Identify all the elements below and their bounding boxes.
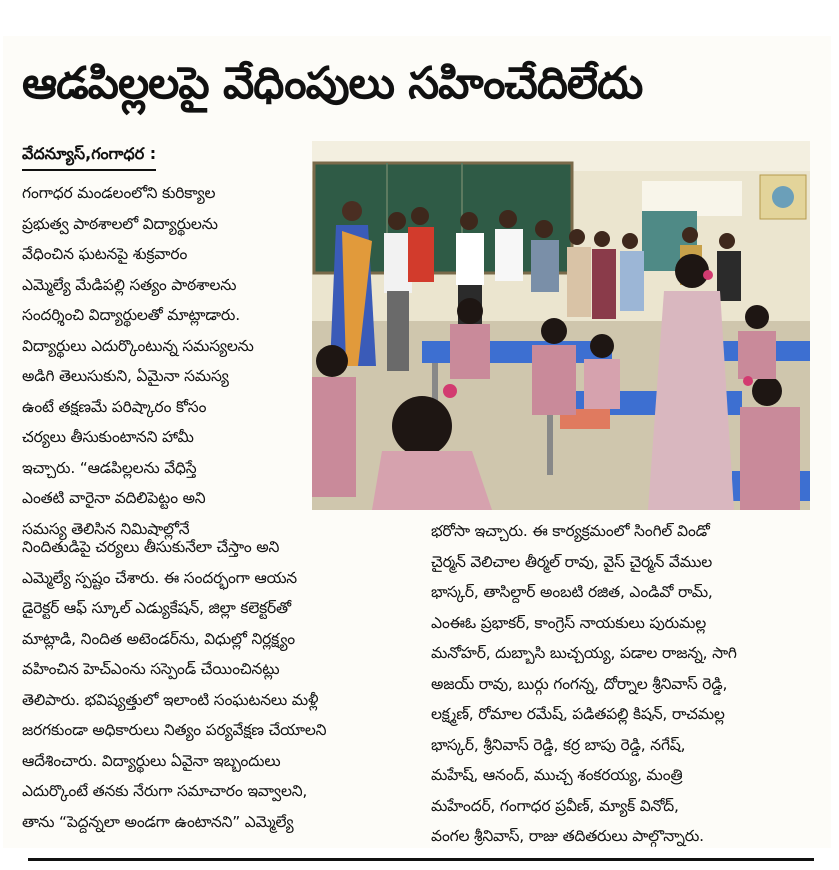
article-right-line: చైర్మన్ వెలిచాల తీర్మల్ రావు, వైస్ చైర్మన్ వేముల — [431, 552, 713, 571]
article-bottom-line: ఎదుర్కొంటే తనకు నేరుగా సమాచారం ఇవ్వాలని, — [22, 782, 308, 800]
article-right-line: మహేష్, ఆనంద్, ముచ్చ శంకరయ్య, మంత్రి — [431, 766, 683, 784]
classroom-photo — [312, 141, 810, 510]
article-column-left — [22, 178, 307, 544]
article-left-line: ఎంతటి వారైనా వదిలిపెట్టం అని — [22, 489, 206, 507]
article-bottom-line: తెలిపారు. భవిష్యత్తులో ఇలాంటి సంఘటనలు మళ్లీ — [22, 690, 319, 709]
article-left-line: చర్యలు తీసుకుంటానని హామీ — [22, 428, 194, 446]
article-left-line: వేధించిన ఘటనపై శుక్రవారం — [22, 245, 188, 263]
article-right-line: భాస్కర్, శ్రీనివాస్ రెడ్డి, కర్ర బాపు రెడ్డి, నగేష్, — [431, 735, 686, 754]
classroom-photo-illustration — [312, 141, 810, 510]
article-bottom-line: ఎమ్మెల్యే స్పష్టం చేశారు. ఈ సందర్భంగా ఆయన — [22, 568, 297, 587]
article-left-line: గంగాధర మండలంలోని కురిక్యాల — [22, 184, 216, 202]
article-left-line: ఉంటే తక్షణమే పరిష్కారం కోసం — [22, 397, 207, 416]
headline: ఆడపిల్లలపై వేధింపులు సహించేదిలేదు — [22, 58, 643, 109]
dateline: వేదన్యూస్,గంగాధర : — [22, 144, 156, 171]
article-column-bottom — [22, 532, 417, 837]
article-left-line: విద్యార్థులు ఎదుర్కొంటున్న సమస్యలను — [22, 336, 254, 355]
article-bottom-line: మాట్లాడి, నిందిత అటెండర్‌ను, విధుల్లో నిర్లక్ష్యం — [22, 629, 295, 648]
article-left-line: ప్రభుత్వ పాఠశాలలో విద్యార్థులను — [22, 214, 218, 233]
article-right-line: అజయ్ రావు, బుర్గు గంగన్న, దోర్నాల శ్రీనివాస్ రెడ్డి, — [431, 674, 728, 693]
article-left-line: ఎమ్మెల్యే మేడిపల్లి సత్యం పాఠశాలను — [22, 275, 237, 294]
article-right-line: ఎంఈఓ ప్రభాకర్, కాంగ్రెస్ నాయకులు పురుమల్ల — [431, 613, 706, 632]
article-left-line: ఇచ్చారు. “ఆడపిల్లలను వేధిస్తే — [22, 458, 197, 477]
article-left-line: సందర్శించి విద్యార్థులతో మాట్లాడారు. — [22, 306, 240, 324]
article-right-line: లక్ష్మణ్, రోమాల రమేష్, పడితపల్లి కిషన్, రాచమల్ల — [431, 705, 725, 723]
article-right-line: మనోహర్, దుబ్బాసి బుచ్చయ్య, పడాల రాజన్న, సాగి — [431, 644, 737, 662]
article-bottom-line: జరగకుండా అధికారులు నిత్యం పర్యవేక్షణ చేయాలని — [22, 721, 327, 739]
article-right-line: భరోసా ఇచ్చారు. ఈ కార్యక్రమంలో సింగిల్ విండో — [431, 522, 710, 540]
bottom-rule-divider — [28, 858, 814, 861]
article-bottom-line: తాను “పెద్దన్నలా అండగా ఉంటానని” ఎమ్మెల్యే — [22, 812, 294, 831]
article-column-right — [431, 516, 826, 852]
article-bottom-line: వహించిన హెచ్ఎంను సస్పెండ్ చేయించినట్లు — [22, 660, 280, 678]
article-right-line: భాస్కర్, తాసిల్దార్ అంబటి రజిత, ఎండివో రామ్, — [431, 583, 713, 601]
article-bottom-line: డైరెక్టర్ ఆఫ్ స్కూల్ ఎడ్యుకేషన్, జిల్లా కలెక్టర్‌తో — [22, 599, 291, 617]
article-left-line: సమస్య తెలిసిన నిమిషాల్లోనే — [22, 519, 190, 538]
article-bottom-line: నిందితుడిపై చర్యలు తీసుకునేలా చేస్తాం అని — [22, 538, 280, 556]
article-left-line: అడిగి తెలుసుకుని, ఏమైనా సమస్య — [22, 367, 229, 385]
article-bottom-line: ఆదేశించారు. విద్యార్థులు ఏవైనా ఇబ్బందులు — [22, 751, 281, 770]
article-right-line: మహేందర్, గంగాధర ప్రవీణ్, మ్యాక్ వినోద్, — [431, 796, 679, 815]
article-right-line: వంగల శ్రీనివాస్, రాజు తదితరులు పాల్గొన్నారు. — [431, 827, 704, 845]
